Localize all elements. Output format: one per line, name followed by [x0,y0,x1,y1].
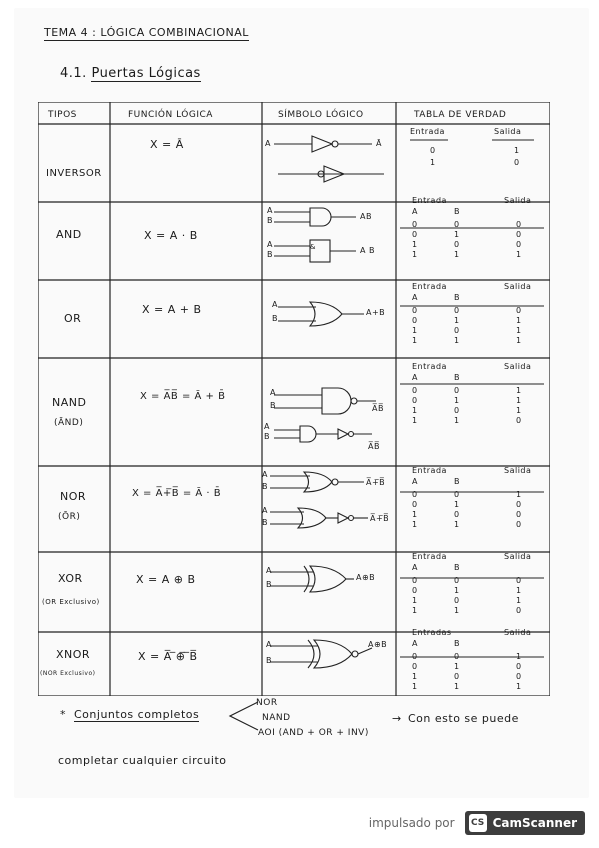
inversor-in-1: 1 [430,158,436,167]
truth-cell-b: 0 [454,652,460,661]
nand-input-b-2: B [264,432,270,441]
nand-input-b: B [270,401,276,410]
nand-gate-symbol [274,388,376,442]
and-output-2: A B [360,246,376,255]
truth-salida-label: Salida [504,628,532,637]
truth-cell-a: 0 [412,306,418,315]
type-nand-note: (ĀND) [54,418,84,428]
truth-input-b-label: B [454,563,460,572]
truth-cell-out: 1 [516,326,522,335]
footer-item-aoi: AOI (AND + OR + INV) [258,728,369,738]
xnor-output: A⊕B [368,640,388,649]
truth-cell-b: 0 [454,490,460,499]
inversor-salida-label: Salida [494,127,522,136]
truth-cell-b: 0 [454,240,460,249]
truth-cell-out: 1 [516,396,522,405]
nor-output-2: A̅+̅B̅ [370,514,390,523]
truth-cell-b: 1 [454,586,460,595]
inversor-input-a: A [265,139,271,148]
truth-cell-a: 1 [412,336,418,345]
or-input-a: A [272,300,278,309]
truth-cell-b: 0 [454,406,460,415]
nor-input-a: A [262,470,268,479]
truth-cell-a: 0 [412,316,418,325]
footer-note: Con esto se puede [408,712,519,725]
and-input-b: B [267,216,273,225]
footer-note-continued: completar cualquier circuito [58,754,227,767]
truth-cell-a: 0 [412,662,418,671]
truth-cell-out: 1 [516,250,522,259]
footer-item-nand: NAND [262,713,291,723]
truth-entrada-label: Entrada [412,196,447,205]
truth-input-a-label: A [412,373,418,382]
truth-cell-a: 0 [412,386,418,395]
and-output: AB [360,212,372,221]
header-simbolo: SÍMBOLO LÓGICO [278,110,364,120]
truth-cell-out: 1 [516,652,522,661]
truth-cell-out: 1 [516,406,522,415]
truth-table-underlines [400,140,544,657]
and-input-a: A [267,206,273,215]
nor-input-b-2: B [262,518,268,527]
truth-cell-out: 1 [516,596,522,605]
type-nor: NOR [60,490,87,503]
truth-salida-label: Salida [504,362,532,371]
truth-cell-out: 1 [516,586,522,595]
and-input-a-2: A [267,240,273,249]
truth-input-a-label: A [412,477,418,486]
xor-input-b: B [266,580,272,589]
truth-cell-out: 0 [516,230,522,239]
truth-cell-out: 0 [516,240,522,249]
truth-cell-out: 0 [516,520,522,529]
truth-input-b-label: B [454,293,460,302]
xnor-gate-symbol [270,640,372,668]
type-nand: NAND [52,396,87,409]
truth-cell-b: 0 [454,306,460,315]
nor-input-b: B [262,482,268,491]
truth-cell-out: 0 [516,576,522,585]
truth-cell-out: 1 [516,336,522,345]
truth-cell-b: 1 [454,606,460,615]
table-grid-lines [38,102,550,696]
footer-label: Conjuntos completos [74,708,200,721]
camscanner-watermark [369,810,585,836]
truth-cell-a: 1 [412,596,418,605]
xor-output: A⊕B [356,573,376,582]
truth-cell-out: 0 [516,416,522,425]
truth-cell-b: 0 [454,672,460,681]
truth-cell-b: 1 [454,682,460,691]
function-nor: X = A̅+̅B̅ = Ā · B̄ [132,488,222,499]
truth-cell-out: 0 [516,672,522,681]
and-iec-symbol: & [310,243,316,251]
function-or: X = A + B [142,303,202,316]
truth-cell-a: 0 [412,396,418,405]
and-input-b-2: B [267,250,273,259]
truth-cell-b: 0 [454,576,460,585]
truth-cell-a: 1 [412,250,418,259]
nand-output-2: A̅B̅ [368,442,380,451]
type-xnor: XNOR [56,648,91,661]
footer-bullet: * [60,708,66,721]
truth-cell-b: 1 [454,416,460,425]
truth-cell-b: 1 [454,520,460,529]
nor-gate-symbol [270,472,368,528]
truth-cell-a: 0 [412,230,418,239]
xor-input-a: A [266,566,272,575]
inverter-symbol [274,136,384,182]
or-input-b: B [272,314,278,323]
camscanner-logo [465,811,585,835]
or-gate-symbol [278,302,364,326]
truth-cell-a: 1 [412,672,418,681]
xor-gate-symbol [270,566,354,592]
page-title: TEMA 4 : LÓGICA COMBINACIONAL [44,26,249,39]
truth-cell-b: 1 [454,336,460,345]
footer-arrow: → [392,712,402,725]
truth-cell-a: 0 [412,220,418,229]
truth-salida-label: Salida [504,552,532,561]
truth-cell-b: 0 [454,220,460,229]
truth-input-a-label: A [412,563,418,572]
truth-input-b-label: B [454,639,460,648]
section-heading [60,66,201,81]
truth-cell-out: 0 [516,662,522,671]
nor-input-a-2: A [262,506,268,515]
header-funcion: FUNCIÓN LÓGICA [128,110,213,120]
truth-cell-a: 1 [412,406,418,415]
truth-cell-a: 1 [412,240,418,249]
truth-cell-out: 1 [516,682,522,691]
xnor-input-a: A [266,640,272,649]
truth-entrada-label: Entradas [412,628,452,637]
nand-input-a-2: A [264,422,270,431]
truth-entrada-label: Entrada [412,552,447,561]
truth-entrada-label: Entrada [412,282,447,291]
truth-salida-label: Salida [504,282,532,291]
truth-cell-out: 1 [516,386,522,395]
truth-cell-b: 1 [454,500,460,509]
inversor-output: Ā [376,139,382,148]
truth-cell-b: 1 [454,396,460,405]
watermark-prefix: impulsado por [368,816,455,830]
truth-cell-out: 1 [516,316,522,325]
truth-cell-a: 0 [412,586,418,595]
truth-cell-a: 0 [412,490,418,499]
truth-cell-a: 0 [412,576,418,585]
truth-input-b-label: B [454,477,460,486]
truth-input-b-label: B [454,207,460,216]
nand-output: A̅B̅ [372,404,384,413]
truth-cell-a: 0 [412,500,418,509]
inversor-in-0: 0 [430,146,436,155]
truth-cell-out: 1 [516,490,522,499]
inversor-entrada-label: Entrada [410,127,445,136]
header-tipos: TIPOS [48,110,77,120]
truth-entrada-label: Entrada [412,466,447,475]
logic-gates-table [38,102,550,696]
truth-input-b-label: B [454,373,460,382]
nand-input-a: A [270,388,276,397]
xnor-input-b: B [266,656,272,665]
function-nand: X = A̅B̅ = Ā + B̄ [140,391,226,402]
function-inversor: X = Ā [150,138,184,151]
truth-cell-a: 1 [412,520,418,529]
header-tabla: TABLA DE VERDAD [414,110,507,120]
truth-cell-a: 1 [412,326,418,335]
type-xor: XOR [58,572,83,585]
truth-entrada-label: Entrada [412,362,447,371]
function-xnor: X = A̅ ̅⊕̅ ̅B̅ [138,650,198,663]
truth-cell-b: 1 [454,662,460,671]
truth-cell-b: 1 [454,316,460,325]
truth-cell-b: 1 [454,230,460,239]
truth-cell-b: 0 [454,510,460,519]
type-xor-note: (OR Exclusivo) [42,598,100,606]
camscanner-brand: CamScanner [492,816,577,830]
function-and: X = A · B [144,229,198,242]
truth-cell-out: 0 [516,500,522,509]
footer-item-nor: NOR [256,698,278,708]
truth-input-a-label: A [412,639,418,648]
and-gate-symbol [274,208,356,262]
truth-input-a-label: A [412,207,418,216]
type-inversor: INVERSOR [46,168,102,179]
nor-output: A̅+̅B̅ [366,478,386,487]
truth-cell-b: 0 [454,326,460,335]
type-nor-note: (ŌR) [58,512,81,522]
camscanner-icon: CS [469,814,487,832]
section-title: Puertas Lógicas [91,66,201,81]
type-and: AND [56,228,82,241]
truth-cell-out: 0 [516,220,522,229]
truth-cell-b: 0 [454,596,460,605]
truth-cell-out: 0 [516,606,522,615]
inversor-out-1: 0 [514,158,520,167]
truth-salida-label: Salida [504,196,532,205]
or-output: A+B [366,308,386,317]
truth-cell-b: 0 [454,386,460,395]
function-xor: X = A ⊕ B [136,573,196,586]
truth-cell-a: 1 [412,682,418,691]
truth-cell-out: 0 [516,306,522,315]
section-number: 4.1. [60,66,87,81]
truth-salida-label: Salida [504,466,532,475]
truth-cell-b: 1 [454,250,460,259]
truth-cell-a: 1 [412,416,418,425]
type-xnor-note: (NOR Exclusivo) [40,670,96,677]
inversor-out-0: 1 [514,146,520,155]
truth-cell-a: 1 [412,510,418,519]
type-or: OR [64,312,82,325]
truth-cell-a: 0 [412,652,418,661]
truth-input-a-label: A [412,293,418,302]
truth-cell-a: 1 [412,606,418,615]
truth-cell-out: 0 [516,510,522,519]
